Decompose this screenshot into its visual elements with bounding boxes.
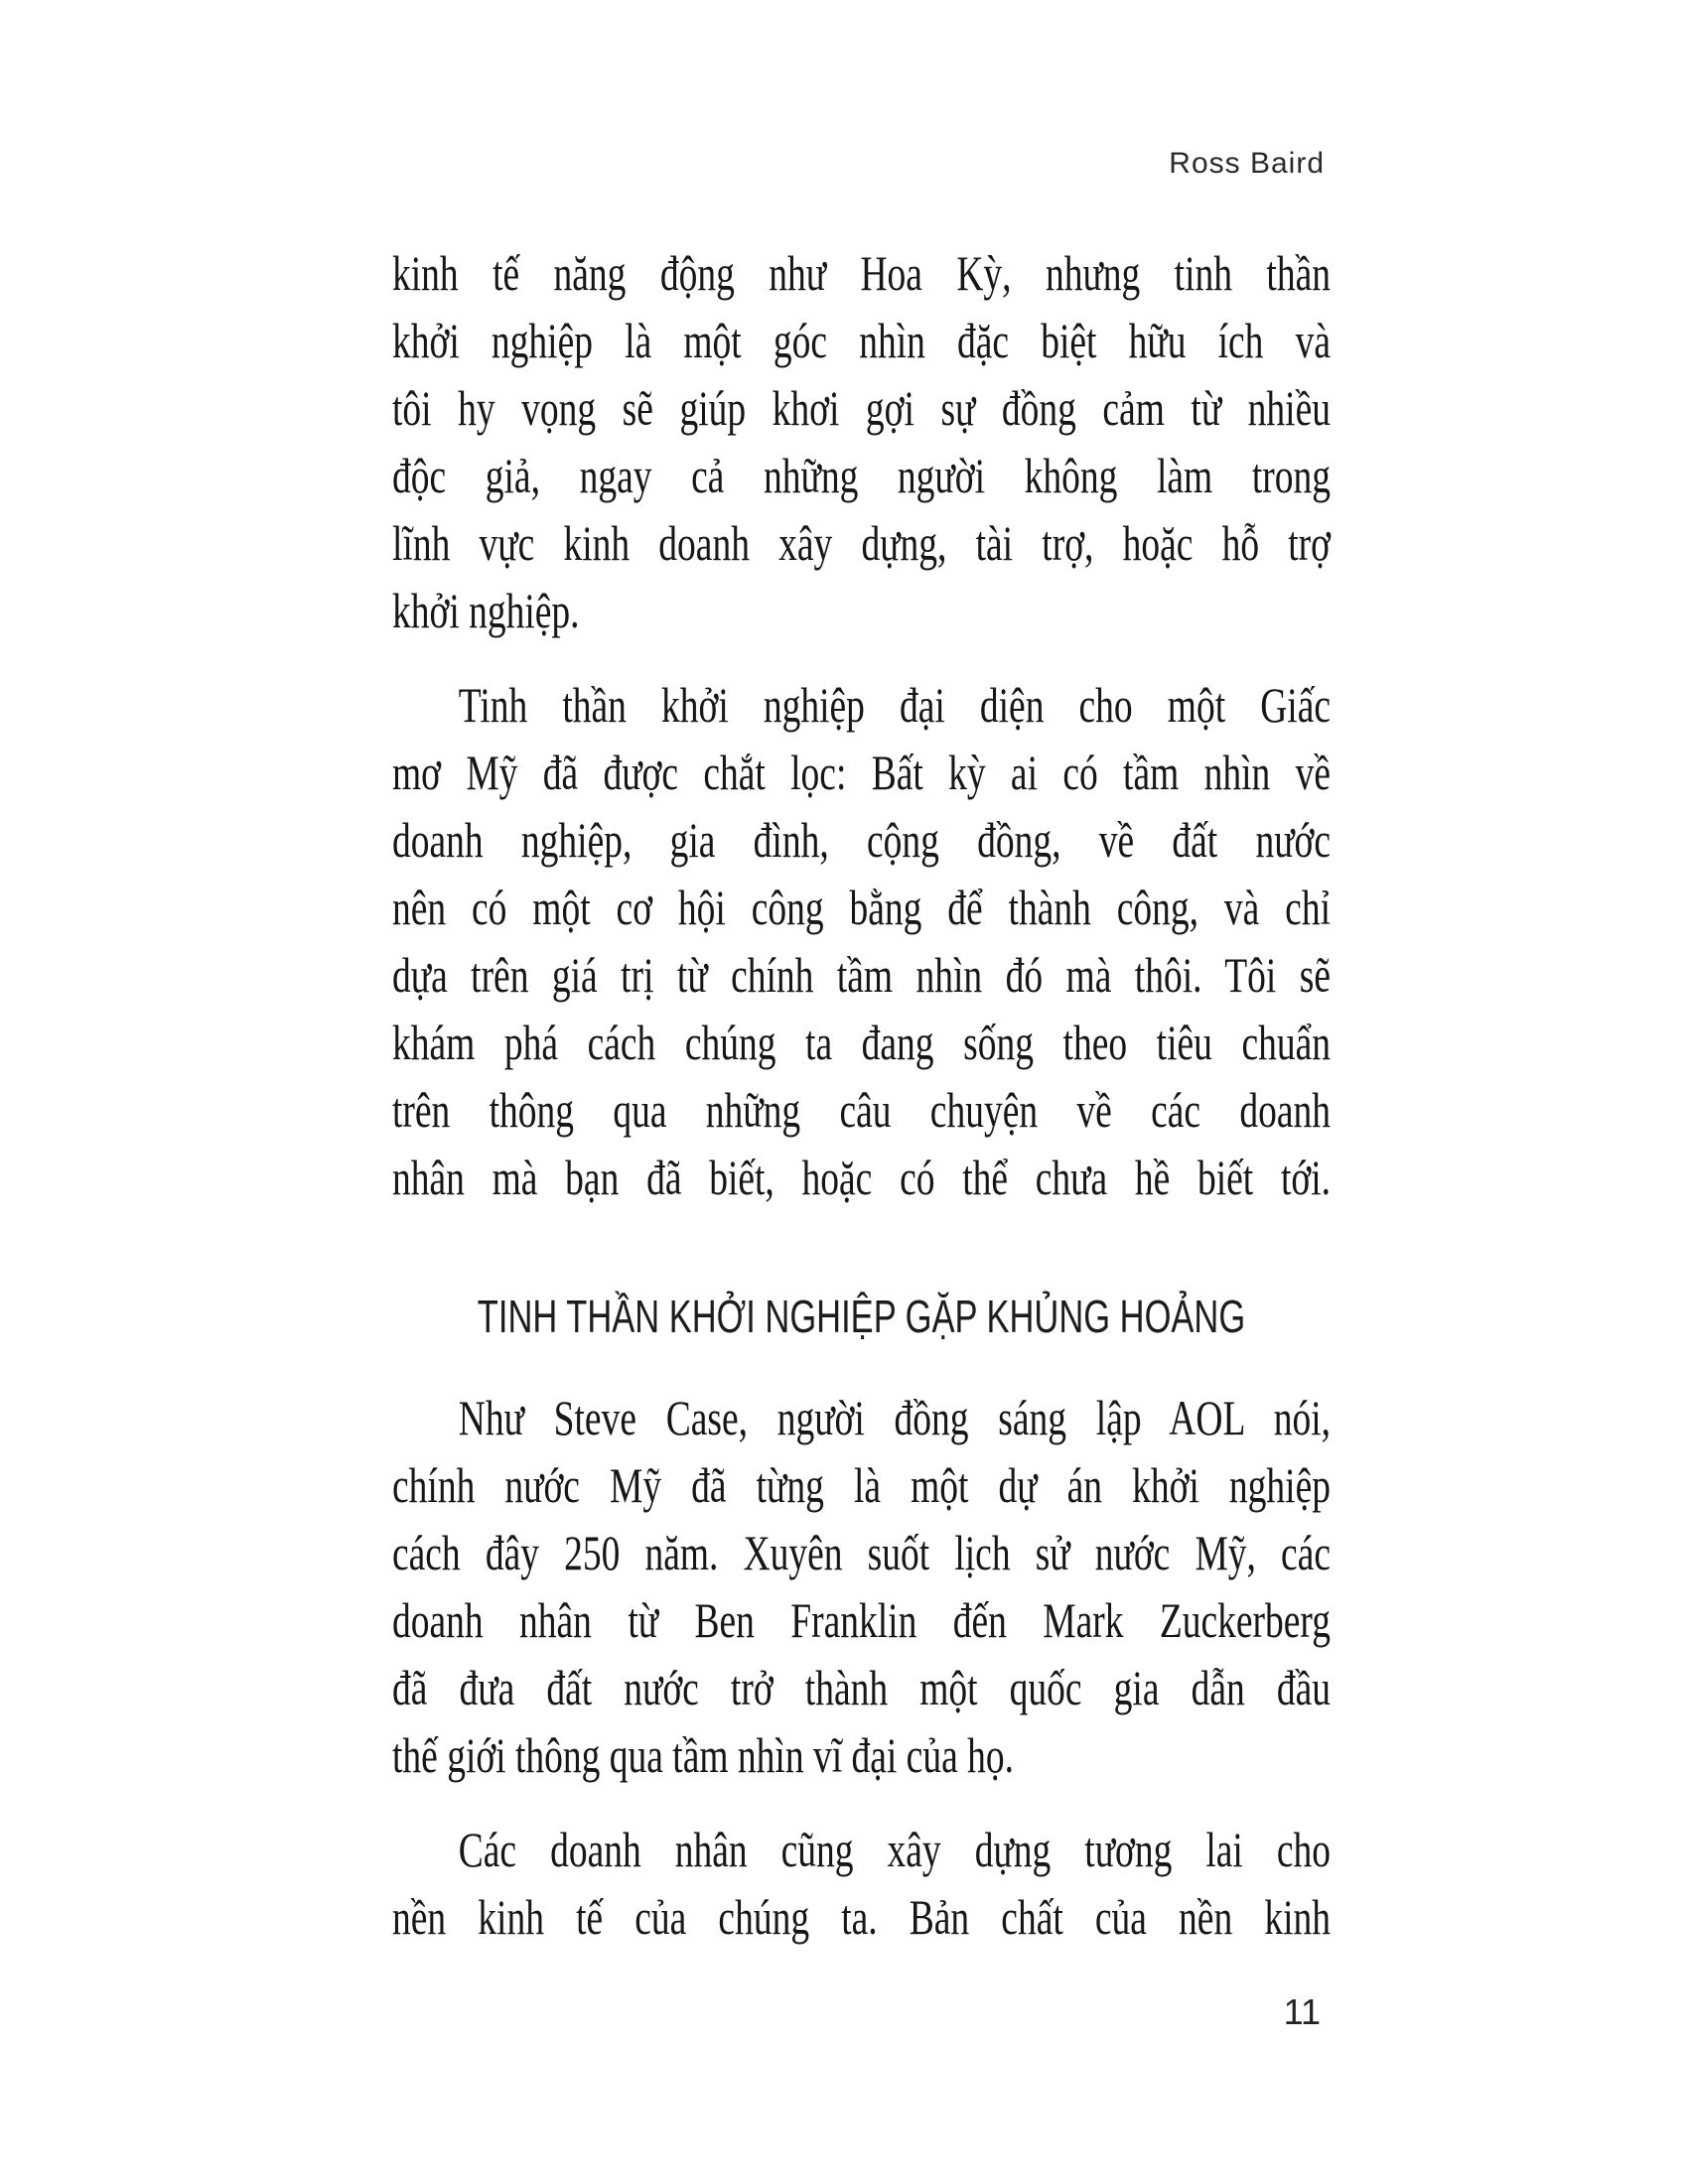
text-line: nhân mà bạn đã biết, hoặc có thể chưa hề biết tới.	[392, 1150, 1331, 1205]
text-line: nên có một cơ hội công bằng để thành công, và chỉ	[392, 880, 1331, 935]
text-line: lĩnh vực kinh doanh xây dựng, tài trợ, hoặc hỗ trợ	[392, 515, 1331, 571]
text-line: doanh nhân từ Ben Franklin đến Mark Zuckerberg	[392, 1592, 1331, 1648]
page-number: 11	[1283, 1991, 1321, 2032]
page-body	[392, 239, 1331, 1951]
running-header-author: Ross Baird	[1169, 147, 1325, 180]
text-line: chính nước Mỹ đã từng là một dự án khởi nghiệp	[392, 1457, 1331, 1513]
paragraph	[392, 1384, 1331, 1789]
text-line: cách đây 250 năm. Xuyên suốt lịch sử nước Mỹ, các	[392, 1525, 1331, 1580]
text-line: tôi hy vọng sẽ giúp khơi gợi sự đồng cảm từ nhiều	[392, 380, 1331, 436]
text-line: kinh tế năng động như Hoa Kỳ, nhưng tinh thần	[392, 245, 1331, 301]
text-line: nền kinh tế của chúng ta. Bản chất của nền kinh	[392, 1889, 1331, 1945]
text-line: Như Steve Case, người đồng sáng lập AOL nói,	[458, 1390, 1331, 1445]
text-line: mơ Mỹ đã được chắt lọc: Bất kỳ ai có tầm nhìn về	[392, 745, 1331, 800]
text-line: Tinh thần khởi nghiệp đại diện cho một Giấc	[458, 677, 1331, 733]
section-heading: TINH THẦN KHỞI NGHIỆP GẶP KHỦNG HOẢNG	[477, 1291, 1246, 1342]
text-line: trên thông qua những câu chuyện về các doanh	[392, 1082, 1331, 1138]
text-line: doanh nghiệp, gia đình, cộng đồng, về đất nước	[392, 812, 1331, 868]
paragraph	[392, 239, 1331, 644]
text-line: độc giả, ngay cả những người không làm trong	[392, 448, 1331, 503]
text-line: khám phá cách chúng ta đang sống theo tiêu chuẩn	[392, 1015, 1331, 1070]
text-line: khởi nghiệp.	[392, 583, 580, 638]
text-line: Các doanh nhân cũng xây dựng tương lai cho	[458, 1822, 1331, 1877]
text-line: đã đưa đất nước trở thành một quốc gia dẫn đầu	[392, 1660, 1331, 1715]
paragraph	[392, 671, 1331, 1211]
text-line: khởi nghiệp là một góc nhìn đặc biệt hữu ích và	[392, 313, 1331, 368]
text-line: dựa trên giá trị từ chính tầm nhìn đó mà thôi. Tôi sẽ	[392, 947, 1331, 1003]
paragraph	[392, 1816, 1331, 1951]
text-line: thế giới thông qua tầm nhìn vĩ đại của họ.	[392, 1727, 1014, 1783]
